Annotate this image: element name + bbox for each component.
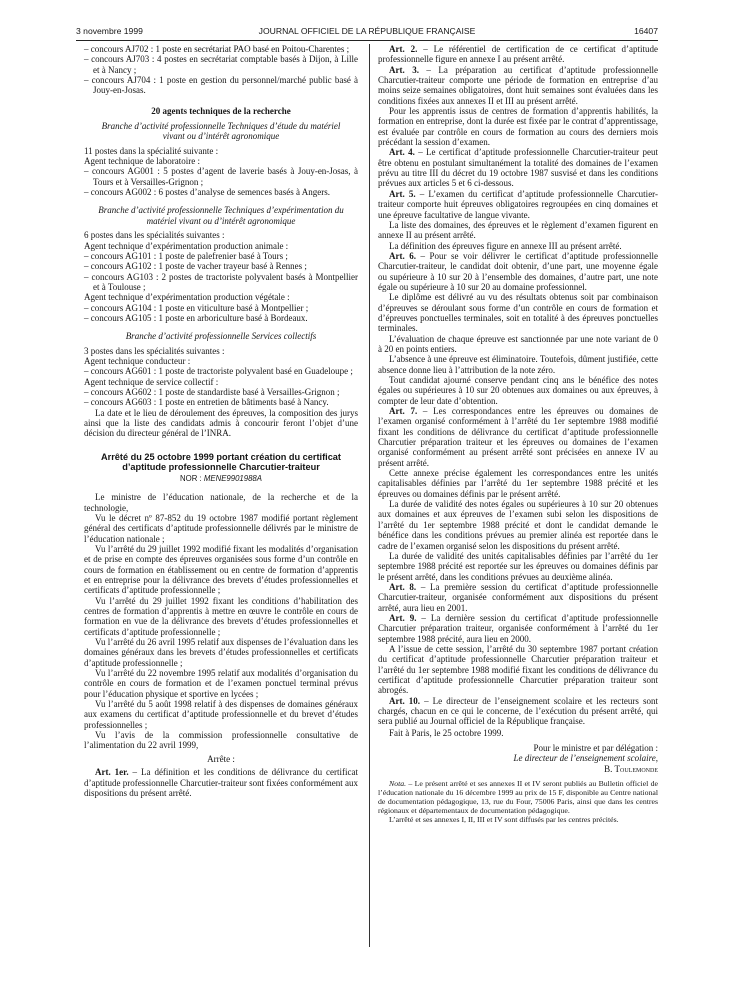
nota-label: Nota. bbox=[389, 779, 407, 789]
visa: Vu le décret nº 87-852 du 19 octobre 1987 modifié portant règlement général des certificats d’aptitude professionnelle délivrés par le ministre de l’éducation nationale ; bbox=[84, 512, 358, 544]
visa: Vu l’arrêté du 29 juillet 1992 fixant les conditions d’habilitation des centres de formation d’apprentis à mettre en œuvre le contrôle en cours de formation en vue de la délivrance des brevets d’études professionnelles et certificats d’aptitude professionnelle ; bbox=[84, 595, 358, 637]
text-line: Agent technique d’expérimentation production animale : bbox=[84, 240, 289, 251]
article-label: Art. 10. bbox=[389, 695, 421, 706]
list-item: – concours AG001 : 5 postes d’agent de laverie basés à Jouy-en-Josas, à Tours et à Versailles-Grignon ; bbox=[84, 166, 358, 187]
article-subparagraph bbox=[378, 106, 658, 147]
article-subparagraph bbox=[378, 354, 658, 375]
list-item: – concours AG601 : 1 poste de tractoriste polyvalent basé en Guadeloupe ; bbox=[84, 366, 353, 377]
visa: Vu l’arrêté du 26 avril 1995 relatif aux dispenses de l’évaluation dans les domaines généraux dans les brevets d’études professionnelles et certificats d’aptitude professionnelle ; bbox=[84, 637, 358, 668]
article-subparagraph bbox=[378, 220, 658, 241]
article-1 bbox=[84, 767, 358, 798]
article-label: Art. 1er. bbox=[95, 767, 129, 778]
nor-reference bbox=[84, 474, 358, 484]
signature-line: Pour le ministre et par délégation : bbox=[533, 743, 658, 754]
article-paragraph bbox=[378, 189, 658, 220]
article-text: – Le directeur de l’enseignement scolaire et les recteurs sont chargés, chacun en ce qui le concerne, de l’exécution du présent arrêté, qui sera publié au Journal officiel de la République française. bbox=[378, 695, 658, 727]
article-label: Art. 3. bbox=[389, 64, 419, 75]
text-line: 11 postes dans la spécialité suivante : bbox=[84, 145, 219, 156]
article-label: Art. 6. bbox=[389, 250, 416, 261]
visa: Vu l’arrêté du 22 novembre 1995 relatif aux modalités d’organisation du contrôle en cours de formation et de l’examen ponctuel terminal prévus pour l’éducation physique et sportive en lycées ; bbox=[84, 668, 358, 699]
article-subparagraph bbox=[378, 468, 658, 499]
article-text: La durée de validité des unités capitalisables définies par l’arrêté du 1er septembre 1988 précité est reportée sur les épreuves ou domaines définis par le présent arrêté, dans les conditions prévues au deuxième alinéa. bbox=[378, 550, 658, 582]
branch-title: Branche d’activité professionnelle Techniques d’étude du matériel vivant ou d’intérêt agronomique bbox=[101, 121, 341, 142]
text-line: Agent technique de service collectif : bbox=[84, 376, 219, 387]
article-text: – La définition et les conditions de délivrance du certificat d’aptitude professionnelle Charcutier-traiteur sont fixées conformément aux dispositions du présent arrêté. bbox=[84, 767, 358, 798]
article-text: – Pour se voir délivrer le certificat d’aptitude professionnelle Charcutier-traiteur, le candidat doit obtenir, d’une part, une moyenne égale ou supérieure à 10 sur 20 à l’ensemble des domaines, d’autre part, une note égale ou supérieure à 10 sur 20 au domaine professionnel. bbox=[378, 250, 658, 292]
signature-line: Le directeur de l’enseignement scolaire, bbox=[513, 753, 658, 764]
nota-text-2: L’arrêté et ses annexes I, II, III et IV sont diffusés par les centres précités. bbox=[389, 815, 619, 825]
article-text: L’absence à une épreuve est éliminatoire. Toutefois, dûment justifiée, cette absence donne lieu à l’attribution de la note zéro. bbox=[378, 354, 658, 375]
right-column bbox=[378, 44, 658, 824]
issue-date: 3 novembre 1999 bbox=[76, 26, 143, 36]
article-text: Le diplôme est délivré au vu des résultats obtenus soit par combinaison d’épreuves se déroulant sous forme d’un contrôle en cours de formation et d’épreuves ponctuelles terminales, soit en totalité à des épreuves ponctuelles terminales. bbox=[378, 292, 658, 334]
nota bbox=[378, 779, 658, 815]
article-subparagraph bbox=[378, 292, 658, 333]
article-subparagraph bbox=[378, 334, 658, 355]
article-text: Cette annexe précise également les correspondances entre les unités capitalisables définies par l’arrêté du 1er septembre 1988 précité et les épreuves ou domaines définis par le présent arrêté. bbox=[378, 468, 658, 499]
closing-paragraph: La date et le lieu de déroulement des épreuves, la composition des jurys ainsi que la liste des candidats admis à concourir feront l’objet d’une décision du directeur général de l’INRA. bbox=[84, 407, 358, 439]
article-label: Art. 9. bbox=[389, 612, 417, 623]
left-column bbox=[84, 44, 358, 798]
list-item: – concours AG105 : 1 poste en arboriculture basé à Bordeaux. bbox=[84, 312, 308, 323]
signatory-name: B. Toulemonde bbox=[604, 763, 658, 774]
article-label: Art. 7. bbox=[389, 406, 418, 417]
article-subparagraph bbox=[378, 499, 658, 551]
article-label: Art. 2. bbox=[389, 44, 418, 54]
article-text: La liste des domaines, des épreuves et le règlement d’examen figurent en annexe II au présent arrêté. bbox=[378, 219, 658, 241]
article-text: – L’examen du certificat d’aptitude professionnelle Charcutier-traiteur comporte huit épreuves obligatoires regroupées en cinq domaines et une épreuve facultative de langue vivante. bbox=[378, 188, 658, 220]
page-header bbox=[76, 26, 658, 40]
decree-title: Arrêté du 25 octobre 1999 portant création du certificat d’aptitude professionnelle Charcutier-traiteur bbox=[101, 451, 341, 473]
page-number: 16407 bbox=[634, 26, 658, 36]
visa: Vu l’arrêté du 29 juillet 1992 modifié fixant les modalités d’organisation et de prise en compte des épreuves organisées sous forme d’un contrôle en cours de formation en établissement ou en centre de formation d’apprentis et en entreprise pour la délivrance des brevets d’études professionnelles et certificats d’aptitude professionnelle ; bbox=[84, 543, 358, 596]
article-text: L’évaluation de chaque épreuve est sanctionnée par une note variant de 0 à 20 en points entiers. bbox=[378, 333, 658, 354]
article-text: Pour les apprentis issus de centres de formation d’apprentis habilités, la formation en entreprise, dont la durée est fixée par le contrat d’apprentissage, est évaluée par contrôle en cours de formation au cours des derniers mois précédant la session d’examen. bbox=[378, 106, 658, 148]
visa: Vu l’arrêté du 5 août 1998 relatif à des dispenses de domaines généraux aux examens du certificat d’aptitude professionnelle et du brevet d’études professionnelles ; bbox=[84, 699, 358, 730]
nor-code: MENE9901988A bbox=[203, 473, 262, 483]
text-line: Agent technique d’expérimentation production végétale : bbox=[84, 292, 290, 303]
arrete-label: Arrête : bbox=[207, 753, 235, 764]
text-line: Agent technique conducteur : bbox=[84, 355, 191, 366]
list-item: – concours AG103 : 2 postes de tractoriste polyvalent basés à Montpellier et à Toulouse ; bbox=[84, 271, 358, 292]
list-item: – concours AG104 : 1 poste en viticulture basé à Montpellier ; bbox=[84, 302, 309, 313]
list-item: – concours AG102 : 1 poste de vacher trayeur basé à Rennes ; bbox=[84, 261, 307, 272]
article-text: – Le référentiel de certification de ce certificat d’aptitude professionnelle figure en annexe I au présent arrêté. bbox=[378, 44, 658, 65]
text-line: 3 postes dans les spécialités suivantes : bbox=[84, 345, 225, 356]
branch-title: Branche d’activité professionnelle Services collectifs bbox=[125, 331, 317, 342]
article-text: – Les correspondances entre les épreuves ou domaines de l’examen organisé conformément à l’arrêté du 1er septembre 1988 modifié fixant les conditions de délivrance du certificat d’aptitude professionnelle Charcutier préparation traiteur et les épreuves ou domaines de l’examen organisé conformément au présent arrêté sont précisées en annexe IV au présent arrêté. bbox=[378, 406, 658, 468]
list-item: – concours AJ702 : 1 poste en secrétariat PAO basé en Poitou-Charentes ; bbox=[84, 44, 350, 54]
list-item: – concours AJ704 : 1 poste en gestion du personnel/marché public basé à Jouy-en-Josas. bbox=[84, 75, 358, 96]
column-divider bbox=[369, 44, 370, 947]
journal-title: JOURNAL OFFICIEL DE LA RÉPUBLIQUE FRANÇAISE bbox=[258, 26, 476, 36]
list-item: – concours AJ703 : 4 postes en secrétariat comptable basés à Dijon, à Lille et à Nancy ; bbox=[84, 54, 358, 75]
article-paragraph bbox=[378, 147, 658, 188]
article-text: – La première session du certificat d’aptitude professionnelle Charcutier-traiteur, organisée conformément aux dispositions du présent arrêté, aura lieu en 2001. bbox=[378, 581, 658, 613]
article-paragraph bbox=[378, 406, 658, 468]
done-at: Fait à Paris, le 25 octobre 1999. bbox=[389, 727, 504, 738]
branch-title: Branche d’activité professionnelle Techniques d’expérimentation du matériel vivant ou d’intérêt agronomique bbox=[98, 205, 344, 226]
article-subparagraph bbox=[378, 241, 658, 251]
article-label: Art. 4. bbox=[389, 147, 415, 158]
article-paragraph bbox=[378, 65, 658, 106]
list-item: – concours AG002 : 6 postes d’analyse de semences basés à Angers. bbox=[84, 187, 330, 198]
article-text: Tout candidat ajourné conserve pendant cinq ans le bénéfice des notes égales ou supérieures à 10 sur 20 obtenues aux domaines ou aux épreuves, à compter de leur date d’obtention. bbox=[378, 375, 658, 406]
decree-intro: Le ministre de l’éducation nationale, de la recherche et de la technologie, bbox=[84, 492, 358, 513]
article-label: Art. 5. bbox=[389, 188, 416, 199]
article-subparagraph bbox=[378, 644, 658, 696]
article-paragraph bbox=[378, 582, 658, 613]
article-text: La définition des épreuves figure en annexe III au présent arrêté. bbox=[389, 240, 622, 251]
article-text: A l’issue de cette session, l’arrêté du 30 septembre 1987 portant création du certificat d’aptitude professionnelle Charcutier préparation traiteur et l’arrêté du 1er septembre 1988 modifié fixant les conditions de délivrance du certificat d’aptitude professionnelle Charcutier préparation traiteur sont abrogés. bbox=[378, 643, 658, 696]
article-paragraph bbox=[378, 696, 658, 727]
header-rule bbox=[76, 40, 658, 41]
list-item: – concours AG101 : 1 poste de palefrenier basé à Tours ; bbox=[84, 250, 288, 261]
article-paragraph bbox=[378, 251, 658, 292]
list-item: – concours AG603 : 1 poste en entretien de bâtiments basé à Nancy. bbox=[84, 397, 329, 408]
article-text: – La dernière session du certificat d’aptitude professionnelle Charcutier préparation traiteur, organisée conformément à l’arrêté du 1er septembre 1988 précité, aura lieu en 2000. bbox=[378, 612, 658, 644]
article-text: – La préparation au certificat d’aptitude professionnelle Charcutier-traiteur comporte une période de formation en entreprise d’au moins seize semaines obligatoires, dont huit semaines sont évaluées dans les conditions fixées aux annexes II et III au présent arrêté. bbox=[378, 64, 658, 106]
section-heading: 20 agents techniques de la recherche bbox=[151, 105, 291, 116]
article-paragraph bbox=[378, 613, 658, 644]
list-item: – concours AG602 : 1 poste de standardiste basé à Versailles-Grignon ; bbox=[84, 386, 340, 397]
article-subparagraph bbox=[378, 375, 658, 406]
articles-list bbox=[378, 44, 658, 727]
text-line: 6 postes dans les spécialités suivantes : bbox=[84, 230, 225, 241]
article-subparagraph bbox=[378, 551, 658, 582]
article-label: Art. 8. bbox=[389, 581, 417, 592]
text-line: Agent technique de laboratoire : bbox=[84, 156, 200, 167]
visa: Vu l’avis de la commission professionnelle consultative de l’alimentation du 22 avril 1999, bbox=[84, 730, 358, 751]
article-text: La durée de validité des notes égales ou supérieures à 10 sur 20 obtenues aux domaines et aux épreuves de l’examen subi selon les dispositions de l’arrêté du 1er septembre 1988 précité et dont le candidat demande le bénéfice dans les conditions prévues au premier alinéa est reportée dans le cadre de l’examen organisé selon les dispositions du présent arrêté. bbox=[378, 499, 658, 551]
nota-text: – Le présent arrêté et ses annexes II et IV seront publiés au Bulletin officiel de l’éducation nationale du 16 décembre 1999 au prix de 15 F, disponible au Centre national de documentation pédagogique, 13, rue du Four, 75006 Paris, ainsi que dans les centres régionaux et départementaux de documentation pédagogique. bbox=[378, 779, 658, 816]
article-text: – Le certificat d’aptitude professionnelle Charcutier-traiteur peut être obtenu en postulant simultanément la totalité des domaines de l’examen prévu au titre III du décret du 19 octobre 1987 susvisé et dans les conditions prévues aux articles 5 et 6 ci-dessous. bbox=[378, 147, 658, 189]
nor-label: NOR : bbox=[180, 473, 202, 483]
article-paragraph bbox=[378, 44, 658, 65]
